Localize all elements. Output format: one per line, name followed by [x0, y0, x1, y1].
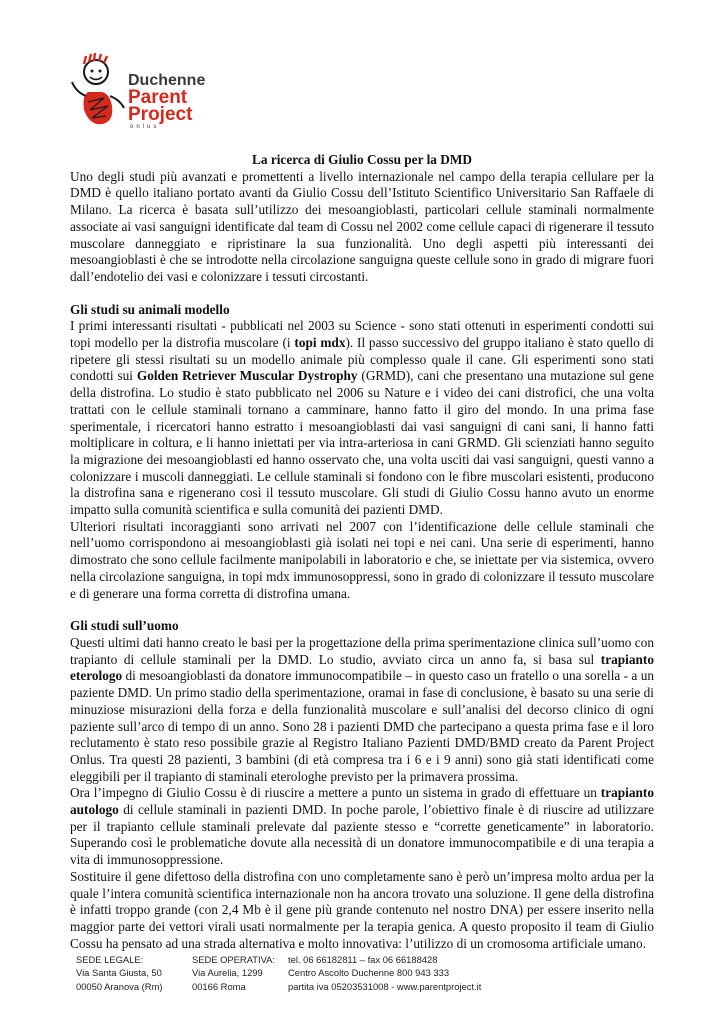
page-footer — [76, 953, 656, 999]
footer-operative-address: SEDE OPERATIVA: Via Aurelia, 1299 00166 Roma — [192, 954, 276, 992]
logo-line-4: onlus — [130, 124, 160, 130]
footer-legal-address: SEDE LEGALE: Via Santa Giusta, 50 00050 Aranova (Rm) — [76, 954, 163, 992]
animal-studies-paragraph-1: I primi interessanti risultati - pubblicati nel 2003 su Science - sono stati ottenuti in esperimenti condotti sui topi modello per la distrofia muscolare (i topi mdx). Il passo successivo del gruppo italiano è stato quello di ripetere gli stessi risultati su un modello animale più complesso quale il cane. Gli esperimenti sono stati condotti sui Golden Retriever Muscular Dystrophy (GRMD), cani che presentano una mutazione sul gene della distrofina. Lo studio è stato pubblicato nel 2006 su Nature e i video dei cani distrofici, che una volta trattati con le cellule staminali tornano a camminare, hanno fatto il giro del mondo. In una prima fase sperimentale, i ricercatori hanno estratto i mesoangioblasti dai vasi sanguigni di cani sani, li hanno fatti moltiplicare in coltura, e li hanno iniettati per via intra-arteriosa in cani GRMD. Gli scienziati hanno seguito la migrazione dei mesoangioblasti ed hanno osservato che, una volta usciti dai vasi sanguigni, questi vanno a colonizzare i muscoli danneggiati. Le cellule staminali si fondono con le fibre muscolari esistenti, producono la distrofina sana e rigenerano così il tessuto muscolare. Gli studi di Giulio Cossu hanno avuto un enorme impatto sulla comunità scientifica e sulla comunità dei pazienti DMD. — [70, 318, 654, 518]
human-studies-paragraph-2: Ora l’impegno di Giulio Cossu è di riuscire a mettere a punto un sistema in grado di effettuare un trapianto autologo di cellule staminali in pazienti DMD. In poche parole, l’obiettivo finale è di riuscire ad utilizzare per il trapianto cellule staminali prelevate dal paziente stesso e “corrette geneticamente” in laboratorio. Superando così le problematiche dovute alla necessità di un donatore immunocompatibile e di una terapia a vita di immunosoppressione. — [70, 785, 654, 868]
section-heading-animal-studies: Gli studi su animali modello — [70, 301, 230, 317]
boy-figure-icon — [68, 52, 128, 128]
page-title: La ricerca di Giulio Cossu per la DMD — [251, 152, 472, 167]
footer-contacts: tel. 06 66182811 – fax 06 66188428 Centro Ascolto Duchenne 800 943 333 partita iva 05203531008 - www.parentproject.it — [288, 954, 482, 992]
document-body — [70, 152, 654, 952]
logo-line-2: Parent — [128, 87, 188, 108]
section-heading-human-studies: Gli studi sull’uomo — [70, 618, 179, 634]
intro-paragraph: Uno degli studi più avanzati e promettenti a livello internazionale nel campo della terapia cellulare per la DMD è quello italiano portato avanti da Giulio Cossu dell’Istituto Scientifico Universitario San Raffaele di Milano. La ricerca è basata sull’utilizzo dei mesoangioblasti, particolari cellule staminali normalmente associate ai vasi sanguigni identificate dal team di Cossu nel 2002 come cellule capaci di rigenerare il tessuto muscolare danneggiato e ripristinare la sua funzionalità. Uno degli aspetti più interessanti dei mesoangioblasti è che se introdotte nella circolazione sanguigna queste cellule sono in grado di migrare fuori dall’endotelio dei vasi e colonizzare i tessuti circostanti. — [70, 168, 654, 284]
human-studies-paragraph-3: Sostituire il gene difettoso della distrofina con uno completamente sano è però un’impresa molto ardua per la quale l’intera comunità scientifica internazionale non ha ancora trovato una soluzione. Il gene della distrofina è infatti troppo grande (con 2,4 Mb è il gene più grande contenuto nel nostro DNA) per essere inserito nella maggior parte dei vettori virali usati normalmente per la terapia genica. A questo proposito il team di Giulio Cossu ha pensato ad una strada alternativa e molto innovativa: l’utilizzo di un cromosoma artificiale umano. — [70, 868, 654, 951]
human-studies-paragraph-1: Questi ultimi dati hanno creato le basi per la progettazione della prima sperimentazione clinica sull’uomo con trapianto di cellule staminali per la DMD. Lo studio, avviato circa un anno fa, si basa sul trapianto eterologo di mesoangioblasti da donatore immunocompatibile – in questo caso un fratello o una sorella - a un paziente DMD. Un primo stadio della sperimentazione, oramai in fase di conclusione, è basato su una serie di minuziose misurazioni della forza e della funzionalità muscolare e sull’analisi del decorso clinico di ogni paziente sull’arco di tempo di un anno. Sono 28 i pazienti DMD che partecipano a questa prima fase e il loro reclutamento è stato reso possibile grazie al Registro Italiano Pazienti DMD/BMD creato da Parent Project Onlus. Tra questi 28 pazienti, 3 bambini (di età compresa tra i 6 e i 9 anni) sono già stati identificati come eleggibili per il trapianto di staminali eterologhe previsto per la primavera prossima. — [70, 634, 654, 784]
logo-wordmark — [128, 72, 205, 131]
animal-studies-paragraph-2: Ulteriori risultati incoraggianti sono arrivati nel 2007 con l’identificazione delle cellule staminali che nell’uomo corrispondono ai mesoangioblasti già isolati nei topi e nei cani. Una serie di esperimenti, hanno dimostrato che sono cellule facilmente manipolabili in laboratorio e che, se iniettate per via sistemica, ovvero nella circolazione sanguigna, in topi mdx immunosoppressi, sono in grado di colonizzare il tessuto muscolare e di generare una forma corretta di distrofina umana. — [70, 518, 654, 601]
logo-line-1: Duchenne — [128, 72, 206, 89]
logo-line-3: Project — [128, 104, 193, 125]
